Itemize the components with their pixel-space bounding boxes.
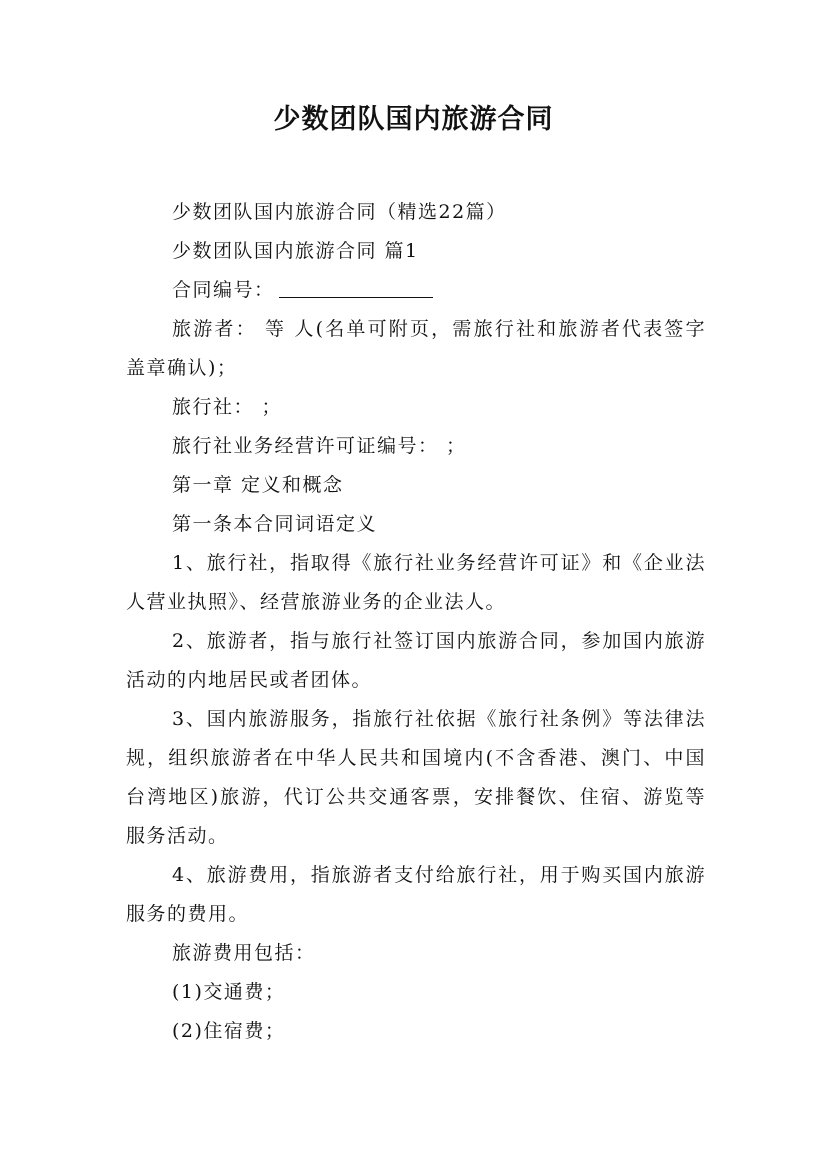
paragraph-subtitle: 少数团队国内旅游合同（精选22篇） — [172, 201, 507, 223]
paragraph-definition-2: 2、旅游者，指与旅行社签订国内旅游合同，参加国内旅游活动的内地居民或者团体。 — [126, 630, 706, 691]
paragraph-definition-1: 1、旅行社，指取得《旅行社业务经营许可证》和《企业法人营业执照》、经营旅游业务的企业法人。 — [126, 552, 706, 613]
contract-number-label: 合同编号： — [172, 279, 275, 301]
paragraph-definition-3: 3、国内旅游服务，指旅行社依据《旅行社条例》等法律法规，组织旅游者在中华人民共和国境内(不含香港、澳门、中国台湾地区)旅游，代订公共交通客票，安排餐饮、住宿、游览等服务活动。 — [126, 708, 706, 847]
paragraph-definition-4: 4、旅游费用，指旅游者支付给旅行社，用于购买国内旅游服务的费用。 — [126, 864, 706, 925]
paragraph-section-heading: 少数团队国内旅游合同 篇1 — [172, 240, 419, 262]
contract-number-blank — [279, 277, 433, 298]
paragraph-fee-item-2: (2)住宿费； — [172, 1020, 286, 1042]
paragraph-article-heading: 第一条本合同词语定义 — [172, 513, 378, 535]
document-body — [126, 193, 706, 1051]
paragraph-tourist: 旅游者： 等 人(名单可附页，需旅行社和旅游者代表签字盖章确认)； — [126, 318, 706, 379]
paragraph-fee-item-1: (1)交通费； — [172, 981, 286, 1003]
paragraph-license-number: 旅行社业务经营许可证编号： ； — [172, 435, 467, 457]
paragraph-contract-number — [126, 271, 706, 310]
paragraph-agency: 旅行社： ； — [172, 396, 283, 418]
paragraph-fees-include: 旅游费用包括： — [172, 942, 316, 964]
document-title: 少数团队国内旅游合同 — [273, 104, 554, 135]
paragraph-chapter-heading: 第一章 定义和概念 — [172, 474, 344, 496]
